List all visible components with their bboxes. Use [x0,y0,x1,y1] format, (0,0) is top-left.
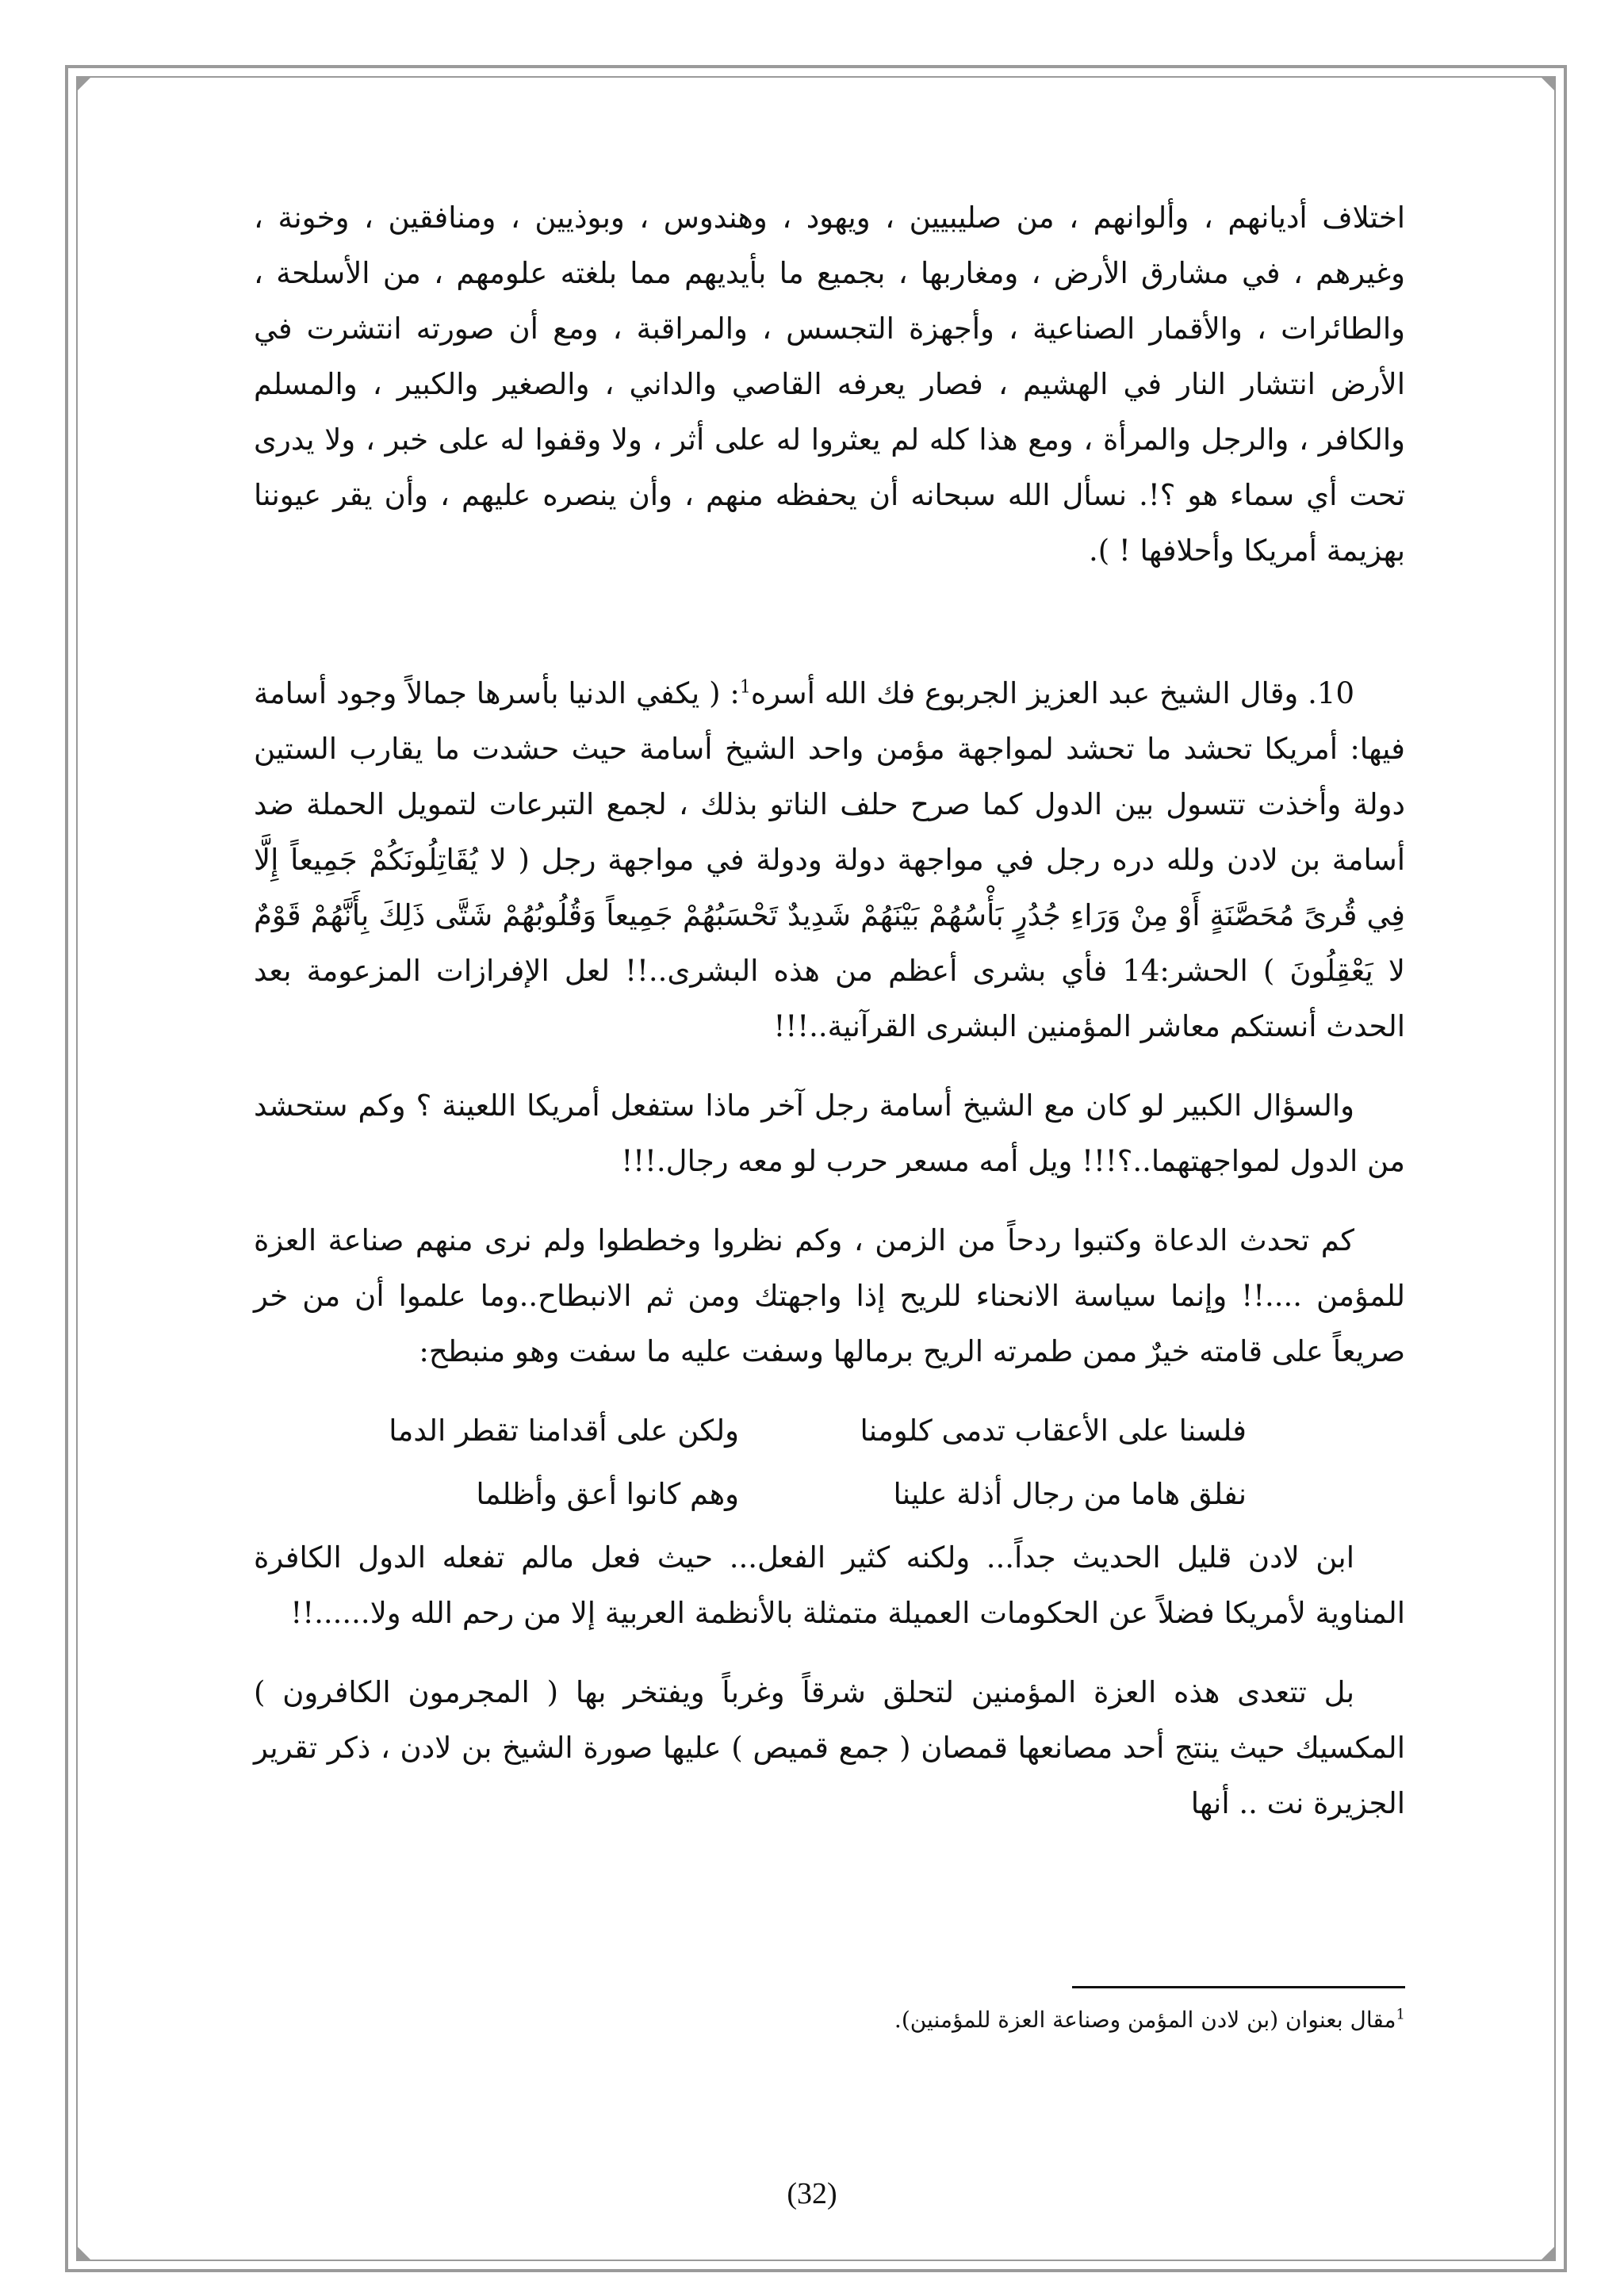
verse-2-first-hemistich: نفلق هاما من رجال أذلة علينا [893,1477,1247,1511]
paragraph-quote-aljarbou-body: : ( يكفي الدنيا بأسرها جمالاً وجود أسامة فيها: أمريكا تحشد ما تحشد لمواجهة مؤمن واحد الشيخ أسامة حيث حشدت ما يقارب الستين دولة وأخذت تتسول بين الدول كما صرح حلف الناتو بذلك ، لجمع التبرعات لتمويل الحملة ضد أسامة بن لادن ولله دره رجل في مواجهة دولة ودولة في مواجهة رجل ( لا يُقَاتِلُونَكُمْ جَمِيعاً إِلَّا فِي قُرىً مُحَصَّنَةٍ أَوْ مِنْ وَرَاءِ جُدُرٍ بَأْسُهُمْ بَيْنَهُمْ شَدِيدٌ تَحْسَبُهُمْ جَمِيعاً وَقُلُوبُهُمْ شَتَّى ذَلِكَ بِأَنَّهُمْ قَوْمٌ لا يَعْقِلُونَ ) الحشر:14 فأي بشرى أعظم من هذه البشرى..!! لعل الإفرازات المزعومة بعد الحدث أنستكم معاشر المؤمنين البشرى القرآنية..!!! [254,676,1406,1043]
paragraph-quote-aljarbou [254,666,1405,1054]
paragraph-big-question: والسؤال الكبير لو كان مع الشيخ أسامة رجل آخر ماذا ستفعل أمريكا اللعينة ؟ وكم ستحشد من الدول لمواجهتهما..؟!!! ويل أمه مسعر حرب لو معه رجال.!!! [254,1089,1405,1178]
verse-2-second-hemistich: وهم كانوا أعق وأظلما [476,1477,739,1511]
verse-1-first-hemistich: فلسنا على الأعقاب تدمى كلومنا [860,1414,1247,1448]
border-corner-top-left [78,78,90,90]
paragraph-continuation: اختلاف أديانهم ، وألوانهم ، من صليبيين ، ويهود ، وهندوس ، وبوذيين ، ومنافقين ، وخونة ، وغيرهم ، في مشارق الأرض ، ومغاربها ، بجميع ما بأيديهم مما بلغته علومهم ، من الأسلحة ، والطائرات ، والأقمار الصناعية ، وأجهزة التجسس ، والمراقبة ، ومع أن صورته انتشرت في الأرض انتشار النار في الهشيم ، فصار يعرفه القاصي والداني ، والصغير والكبير ، والمسلم والكافر ، والرجل والمرأة ، ومع هذا كله لم يعثروا له على أثر ، ولا وقفوا له على خبر ، ولا يدرى تحت أي سماء هو ؟!. نسأل الله سبحانه أن يحفظه منهم ، وأن ينصره عليهم ، وأن يقر عيوننا بهزيمة أمريكا وأحلافها ! ). [254,201,1405,568]
footnote-reference: 1 [739,677,751,698]
poem-verse-1 [254,1403,1405,1467]
paragraph-quote-aljarbou-lead: 10. وقال الشيخ عبد العزيز الجربوع فك الله أسره [750,676,1354,710]
verse-1-second-hemistich: ولكن على أقدامنا تقطر الدما [389,1414,739,1448]
poem-verse-2 [254,1467,1405,1530]
border-corner-bottom-left [78,2247,90,2260]
paragraph-mexico-shirts: بل تتعدى هذه العزة المؤمنين لتحلق شرقاً وغرباً ويفتخر بها ( المجرمون الكافرون ) المكسيك حيث ينتج أحد مصانعها قمصان ( جمع قميص ) عليها صورة الشيخ بن لادن ، ذكر تقرير الجزيرة نت .. أنها [254,1675,1405,1820]
footnote-separator [1072,1986,1405,1988]
border-corner-top-right [1542,78,1554,90]
footnote [730,1996,1405,2044]
page-number: (32) [787,2177,837,2210]
footnote-text: مقال بعنوان (بن لادن المؤمن وصناعة العزة للمؤمنين). [894,2007,1396,2033]
paragraph-bin-laden-deeds: ابن لادن قليل الحديث جداً... ولكنه كثير الفعل... حيث فعل مالم تفعله الدول الكافرة المناوية لأمريكا فضلاً عن الحكومات العميلة متمثلة بالأنظمة العربية إلا من رحم الله ولا......!! [254,1540,1405,1630]
border-corner-bottom-right [1542,2247,1554,2260]
page-body [254,190,1405,1831]
paragraph-preachers: كم تحدث الدعاة وكتبوا ردحاً من الزمن ، وكم نظروا وخططوا ولم نرى منهم صناعة العزة للمؤمن ....!! وإنما سياسة الانحناء للريح إذا واجهتك ومن ثم الانبطاح..وما علموا أن من خر صريعاً على قامته خيرٌ ممن طمرته الريح برمالها وسفت عليه ما سفت وهو منبطح: [254,1223,1405,1368]
footnote-marker: 1 [1396,2006,1405,2023]
